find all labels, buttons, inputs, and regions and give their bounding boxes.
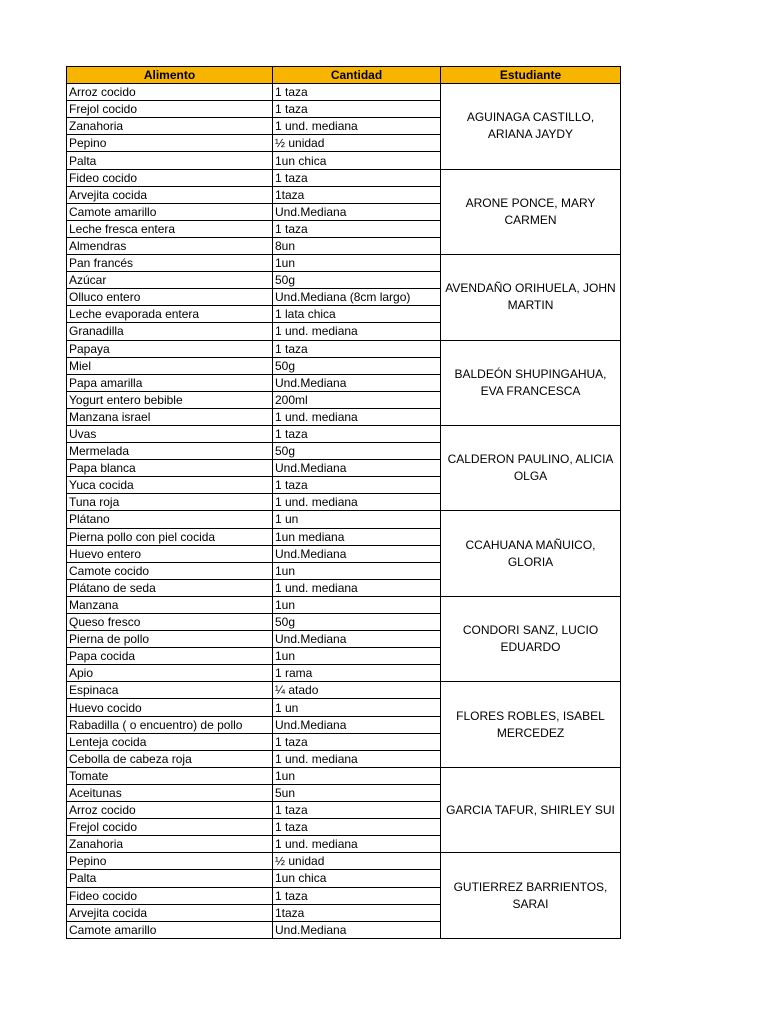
cell-alimento[interactable]: Zanahoria — [67, 836, 273, 853]
header-estudiante[interactable]: Estudiante — [441, 67, 621, 84]
table-row — [67, 682, 621, 699]
cell-cantidad[interactable]: Und.Mediana — [273, 716, 441, 733]
cell-cantidad[interactable]: 50g — [273, 443, 441, 460]
cell-cantidad[interactable]: 1 und. mediana — [273, 836, 441, 853]
table-row — [67, 84, 621, 101]
cell-alimento[interactable]: Pan francés — [67, 255, 273, 272]
cell-estudiante[interactable]: BALDEÓN SHUPINGAHUA, EVA FRANCESCA — [441, 340, 621, 425]
cell-cantidad[interactable]: 1 rama — [273, 665, 441, 682]
cell-cantidad[interactable]: 1un — [273, 562, 441, 579]
cell-alimento[interactable]: Palta — [67, 152, 273, 169]
table-row — [67, 425, 621, 442]
cell-alimento[interactable]: Tomate — [67, 767, 273, 784]
cell-alimento[interactable]: Queso fresco — [67, 614, 273, 631]
cell-alimento[interactable]: Plátano — [67, 511, 273, 528]
table-row — [67, 340, 621, 357]
cell-cantidad[interactable]: 1un — [273, 596, 441, 613]
cell-alimento[interactable]: Plátano de seda — [67, 579, 273, 596]
cell-cantidad[interactable]: 1 taza — [273, 425, 441, 442]
table-row — [67, 767, 621, 784]
cell-cantidad[interactable]: 50g — [273, 357, 441, 374]
cell-alimento[interactable]: Arvejita cocida — [67, 904, 273, 921]
cell-alimento[interactable]: Tuna roja — [67, 494, 273, 511]
food-assignment-table — [66, 66, 621, 939]
cell-alimento[interactable]: Almendras — [67, 237, 273, 254]
cell-alimento[interactable]: Frejol cocido — [67, 819, 273, 836]
cell-cantidad[interactable]: 1 und. mediana — [273, 750, 441, 767]
table-row — [67, 511, 621, 528]
cell-alimento[interactable]: Granadilla — [67, 323, 273, 340]
cell-cantidad[interactable]: 1un chica — [273, 870, 441, 887]
table-row — [67, 853, 621, 870]
cell-cantidad[interactable]: 1 taza — [273, 802, 441, 819]
cell-cantidad[interactable]: 1 und. mediana — [273, 408, 441, 425]
cell-cantidad[interactable]: Und.Mediana — [273, 545, 441, 562]
cell-alimento[interactable]: Azúcar — [67, 272, 273, 289]
cell-alimento[interactable]: Mermelada — [67, 443, 273, 460]
cell-alimento[interactable]: Pierna de pollo — [67, 631, 273, 648]
cell-cantidad[interactable]: 1 taza — [273, 101, 441, 118]
cell-alimento[interactable]: Zanahoria — [67, 118, 273, 135]
table-body — [67, 84, 621, 939]
cell-alimento[interactable]: Papa amarilla — [67, 374, 273, 391]
cell-alimento[interactable]: Camote amarillo — [67, 203, 273, 220]
cell-alimento[interactable]: Papa cocida — [67, 648, 273, 665]
cell-alimento[interactable]: Yuca cocida — [67, 477, 273, 494]
header-row — [67, 67, 621, 84]
cell-cantidad[interactable]: 1taza — [273, 186, 441, 203]
cell-alimento[interactable]: Lenteja cocida — [67, 733, 273, 750]
cell-cantidad[interactable]: 8un — [273, 237, 441, 254]
cell-cantidad[interactable]: Und.Mediana — [273, 631, 441, 648]
cell-cantidad[interactable]: 1 taza — [273, 84, 441, 101]
cell-alimento[interactable]: Manzana israel — [67, 408, 273, 425]
cell-cantidad[interactable]: Und.Mediana — [273, 374, 441, 391]
cell-alimento[interactable]: Huevo entero — [67, 545, 273, 562]
cell-alimento[interactable]: Arroz cocido — [67, 802, 273, 819]
cell-cantidad[interactable]: 1 lata chica — [273, 306, 441, 323]
cell-alimento[interactable]: Cebolla de cabeza roja — [67, 750, 273, 767]
cell-alimento[interactable]: Pepino — [67, 135, 273, 152]
cell-cantidad[interactable]: 1un — [273, 255, 441, 272]
cell-cantidad[interactable]: Und.Mediana — [273, 921, 441, 938]
cell-alimento[interactable]: Papa blanca — [67, 460, 273, 477]
cell-estudiante[interactable]: GARCIA TAFUR, SHIRLEY SUI — [441, 767, 621, 852]
cell-estudiante[interactable]: CALDERON PAULINO, ALICIA OLGA — [441, 425, 621, 510]
cell-cantidad[interactable]: 1 taza — [273, 733, 441, 750]
cell-alimento[interactable]: Frejol cocido — [67, 101, 273, 118]
cell-cantidad[interactable]: 1taza — [273, 904, 441, 921]
cell-alimento[interactable]: Camote amarillo — [67, 921, 273, 938]
cell-alimento[interactable]: Arvejita cocida — [67, 186, 273, 203]
cell-cantidad[interactable]: 1 taza — [273, 340, 441, 357]
cell-cantidad[interactable]: 1 und. mediana — [273, 494, 441, 511]
cell-cantidad[interactable]: 1un — [273, 767, 441, 784]
cell-cantidad[interactable]: ½ unidad — [273, 135, 441, 152]
cell-estudiante[interactable]: ARONE PONCE, MARY CARMEN — [441, 169, 621, 254]
cell-cantidad[interactable]: 1 taza — [273, 887, 441, 904]
table-row — [67, 169, 621, 186]
cell-cantidad[interactable]: 1un mediana — [273, 528, 441, 545]
cell-cantidad[interactable]: 1 taza — [273, 819, 441, 836]
cell-cantidad[interactable]: 50g — [273, 614, 441, 631]
cell-alimento[interactable]: Leche evaporada entera — [67, 306, 273, 323]
cell-alimento[interactable]: Aceitunas — [67, 784, 273, 801]
cell-alimento[interactable]: Olluco entero — [67, 289, 273, 306]
cell-cantidad[interactable]: 1 taza — [273, 169, 441, 186]
cell-cantidad[interactable]: 5un — [273, 784, 441, 801]
cell-estudiante[interactable]: AVENDAÑO ORIHUELA, JOHN MARTIN — [441, 255, 621, 340]
cell-alimento[interactable]: Papaya — [67, 340, 273, 357]
cell-estudiante[interactable]: FLORES ROBLES, ISABEL MERCEDEZ — [441, 682, 621, 767]
cell-estudiante[interactable]: AGUINAGA CASTILLO, ARIANA JAYDY — [441, 84, 621, 169]
header-alimento[interactable]: Alimento — [67, 67, 273, 84]
cell-alimento[interactable]: Leche fresca entera — [67, 220, 273, 237]
cell-cantidad[interactable]: 1 taza — [273, 220, 441, 237]
cell-alimento[interactable]: Yogurt entero bebible — [67, 391, 273, 408]
cell-cantidad[interactable]: Und.Mediana — [273, 203, 441, 220]
cell-alimento[interactable]: Miel — [67, 357, 273, 374]
cell-alimento[interactable]: Palta — [67, 870, 273, 887]
cell-alimento[interactable]: Uvas — [67, 425, 273, 442]
cell-estudiante[interactable]: CONDORI SANZ, LUCIO EDUARDO — [441, 596, 621, 681]
cell-alimento[interactable]: Pepino — [67, 853, 273, 870]
cell-cantidad[interactable]: 1 und. mediana — [273, 579, 441, 596]
cell-cantidad[interactable]: 1 und. mediana — [273, 323, 441, 340]
cell-alimento[interactable]: Apio — [67, 665, 273, 682]
cell-cantidad[interactable]: 1un chica — [273, 152, 441, 169]
cell-estudiante[interactable]: CCAHUANA MAÑUICO, GLORIA — [441, 511, 621, 596]
cell-alimento[interactable]: Manzana — [67, 596, 273, 613]
cell-cantidad[interactable]: ¼ atado — [273, 682, 441, 699]
cell-alimento[interactable]: Pierna pollo con piel cocida — [67, 528, 273, 545]
cell-estudiante[interactable]: GUTIERREZ BARRIENTOS, SARAI — [441, 853, 621, 938]
header-cantidad[interactable]: Cantidad — [273, 67, 441, 84]
cell-alimento[interactable]: Rabadilla ( o encuentro) de pollo — [67, 716, 273, 733]
table-row — [67, 255, 621, 272]
cell-alimento[interactable]: Camote cocido — [67, 562, 273, 579]
cell-alimento[interactable]: Fideo cocido — [67, 887, 273, 904]
table-row — [67, 596, 621, 613]
cell-cantidad[interactable]: 1 und. mediana — [273, 118, 441, 135]
cell-cantidad[interactable]: Und.Mediana (8cm largo) — [273, 289, 441, 306]
cell-cantidad[interactable]: 1 un — [273, 511, 441, 528]
cell-alimento[interactable]: Huevo cocido — [67, 699, 273, 716]
cell-cantidad[interactable]: 1un — [273, 648, 441, 665]
cell-alimento[interactable]: Espinaca — [67, 682, 273, 699]
cell-cantidad[interactable]: ½ unidad — [273, 853, 441, 870]
cell-cantidad[interactable]: 1 un — [273, 699, 441, 716]
cell-alimento[interactable]: Fideo cocido — [67, 169, 273, 186]
cell-cantidad[interactable]: Und.Mediana — [273, 460, 441, 477]
cell-cantidad[interactable]: 200ml — [273, 391, 441, 408]
cell-alimento[interactable]: Arroz cocido — [67, 84, 273, 101]
cell-cantidad[interactable]: 50g — [273, 272, 441, 289]
cell-cantidad[interactable]: 1 taza — [273, 477, 441, 494]
